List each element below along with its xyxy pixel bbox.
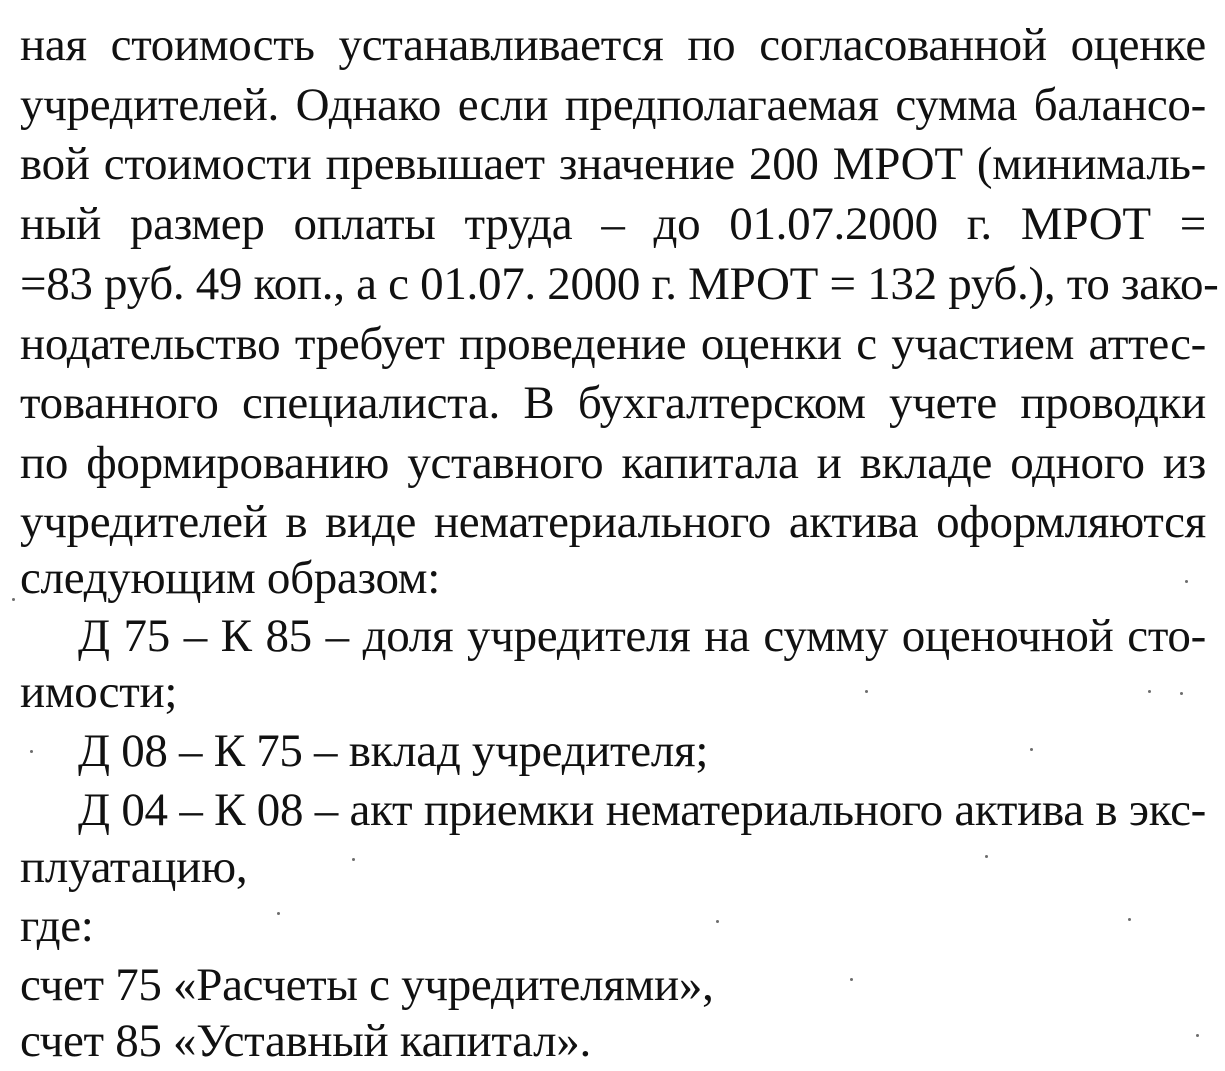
text-line-2: учредителей. Однако если предполагаемая сумма балансо- (20, 79, 1206, 131)
scan-speck (985, 855, 988, 858)
account-85-line: счет 85 «Уставный капитал». (20, 1015, 591, 1067)
text-line-10: следующим образом: (20, 552, 440, 604)
entry-line-1-cont: имости; (20, 666, 178, 718)
scan-speck (1196, 1034, 1199, 1037)
entry-line-1: Д 75 – К 85 – доля учредителя на сумму оценочной сто- (78, 610, 1206, 662)
text-line-9: учредителей в виде нематериального актива оформляются (20, 496, 1206, 548)
entry-line-2: Д 08 – К 75 – вклад учредителя; (78, 725, 709, 777)
scan-speck (277, 912, 280, 915)
text-line-7: тованного специалиста. В бухгалтерском учете проводки (20, 377, 1206, 429)
scan-speck (12, 598, 15, 601)
scan-speck (30, 750, 33, 753)
scan-speck (850, 978, 853, 981)
scan-speck (716, 920, 719, 923)
scan-speck (1128, 918, 1131, 921)
entry-line-3-cont: плуатацию, (20, 841, 248, 893)
text-line-8: по формированию уставного капитала и вкладе одного из (20, 437, 1206, 489)
scan-speck (1185, 580, 1188, 583)
scan-speck (1148, 690, 1151, 693)
account-75-line: счет 75 «Расчеты с учредителями», (20, 959, 714, 1011)
entry-line-3: Д 04 – К 08 – акт приемки нематериального актива в экс- (78, 784, 1206, 836)
text-line-1: ная стоимость устанавливается по согласованной оценке (20, 19, 1206, 71)
scan-speck (865, 690, 868, 693)
text-line-3: вой стоимости превышает значение 200 МРОТ (минималь- (20, 138, 1206, 190)
scan-speck (352, 858, 355, 861)
text-line-5: =83 руб. 49 коп., а с 01.07. 2000 г. МРОТ = 132 руб.), то зако- (20, 258, 1219, 310)
text-line-4: ный размер оплаты труда – до 01.07.2000 г. МРОТ = (20, 198, 1206, 250)
scan-speck (1180, 692, 1183, 695)
where-label: где: (20, 900, 94, 952)
text-line-6: нодательство требует проведение оценки с участием аттес- (20, 318, 1206, 370)
scan-speck (1030, 748, 1033, 751)
